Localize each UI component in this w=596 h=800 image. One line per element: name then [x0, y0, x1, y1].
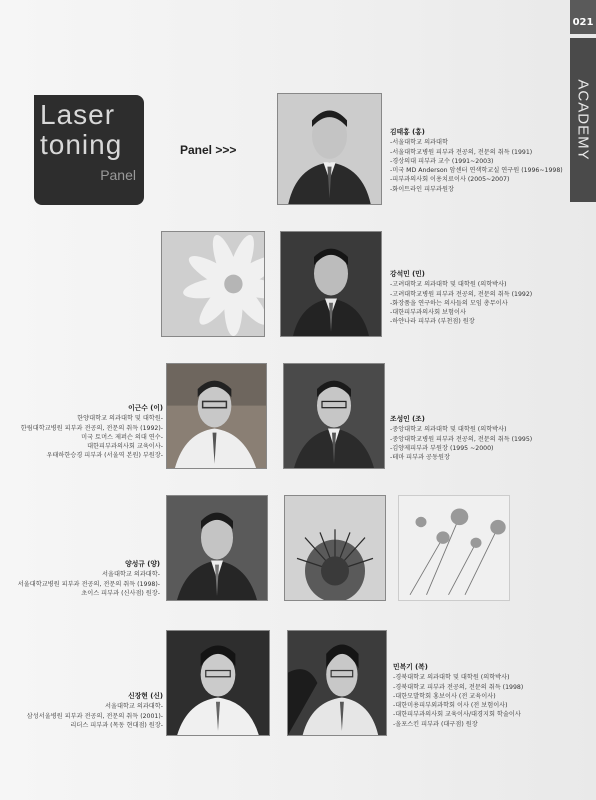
- bio-line: -경북대학교 피부과 전공의, 전문의 취득 (1998): [393, 683, 524, 691]
- bio-line: 서울대학교 의과대학-: [105, 703, 163, 711]
- caption-yang: [18, 560, 160, 598]
- bio-line: -하얀나라 피부과 (부천점) 원장: [390, 318, 475, 326]
- title-line-3: Panel: [100, 167, 136, 183]
- person-name: 민복기 (복): [393, 663, 428, 671]
- portrait-photo-lee: [166, 363, 267, 469]
- bio-line: -화이트라인 피부과원장: [390, 185, 454, 193]
- bio-line: -중앙대학교병원 피부과 전공의, 전문의 취득 (1995): [390, 435, 533, 443]
- caption-kim: [390, 128, 563, 194]
- bio-line: 한양대학교 의과대학 및 대학원-: [77, 415, 163, 423]
- caption-shin: [27, 692, 163, 730]
- bio-line: 한림대학교병원 피부과 전공의, 전문의 취득 (1992)-: [20, 424, 163, 432]
- bio-line: 대한피부과의사회 교육이사-: [87, 443, 163, 451]
- bio-line: -중앙대학교 의과대학 및 대학원 (의학박사): [390, 426, 507, 434]
- bio-line: -대한모발학회 홍보이사 (전 교육이사): [393, 692, 496, 700]
- bio-line: 서울대학교 의과대학-: [102, 571, 160, 579]
- bio-line: 서울대학교병원 피부과 전공의, 전문의 취득 (1998)-: [17, 580, 160, 588]
- caption-kang: [390, 270, 532, 327]
- portrait-photo-yang: [166, 495, 268, 601]
- portrait-photo-kim: [277, 93, 382, 205]
- person-name: 강석민 (민): [390, 270, 425, 278]
- bio-line: 리더스 피부과 (목동 현대점) 원장-: [70, 721, 163, 729]
- person-name: 이근수 (이): [128, 404, 163, 412]
- title-box: [34, 95, 144, 205]
- portrait-photo-min: [287, 630, 387, 736]
- bio-line: -피부과의사회 이용치료이사 (2005~2007): [390, 176, 510, 184]
- caption-lee: [21, 404, 163, 461]
- person-name: 신장현 (신): [128, 692, 163, 700]
- bio-line: -고려대학교병원 피부과 전공의, 전문의 취득 (1992): [390, 290, 533, 298]
- bio-line: -화장품을 연구하는 의사들의 모임 총무이사: [390, 299, 508, 307]
- person-name: 조성인 (조): [390, 415, 425, 423]
- bio-line: -테마 피부과 공동원장: [390, 454, 450, 462]
- title-line-1: Laser: [40, 99, 116, 130]
- section-tab: [570, 38, 596, 202]
- person-name: 김태홍 (홍): [390, 128, 425, 136]
- portrait-photo-kang: [280, 231, 382, 337]
- section-label: ACADEMY: [574, 79, 592, 161]
- flower-photo-thistle: [284, 495, 386, 601]
- caption-cho: [390, 415, 532, 462]
- bio-line: -고려대학교 의과대학 및 대학원 (의학박사): [390, 281, 507, 289]
- bio-line: -올포스킨 피부과 (대구점) 원장: [393, 720, 478, 728]
- portrait-photo-shin: [166, 630, 270, 736]
- person-name: 양성규 (양): [125, 560, 160, 568]
- flower-photo-daisy: [161, 231, 265, 337]
- bio-line: -경상의대 피부과 교수 (1991~2003): [390, 157, 494, 165]
- bio-line: -서울대학교 의과대학: [390, 139, 448, 147]
- bio-line: -미국 MD Anderson 암센터 연색학교실 연구원 (1996~1998): [390, 167, 563, 175]
- page-number: 021: [570, 0, 596, 34]
- portrait-photo-cho: [283, 363, 385, 469]
- bio-line: 우태하한승경 피부과 (서울역 본원) 부원장-: [46, 452, 163, 460]
- bio-line: 삼성서울병원 피부과 전공의, 전문의 취득 (2001)-: [26, 712, 163, 720]
- bio-line: 미국 토머스 제퍼슨 의대 연수-: [81, 433, 163, 441]
- bio-line: -대한피부과의사회 보험이사: [390, 309, 466, 317]
- title-line-2: toning: [40, 129, 123, 160]
- bio-line: -대한미용피부외과학회 이사 (전 보험이사): [393, 702, 508, 710]
- bio-line: -경북대학교 의과대학 및 대학원 (의학박사): [393, 674, 510, 682]
- flower-photo-sketch: [398, 495, 510, 601]
- caption-min: [393, 663, 523, 729]
- bio-line: 초이스 피부과 (신사점) 원장-: [81, 589, 160, 597]
- bio-line: -대한피부과의사회 교육이사/대경지회 학술이사: [393, 711, 521, 719]
- bio-line: -서울대학교병원 피부과 전공의, 전문의 취득 (1991): [390, 148, 533, 156]
- bio-line: -김양제피부과 부원장 (1995 ~2000): [390, 444, 494, 452]
- panel-label: Panel >>>: [180, 143, 237, 157]
